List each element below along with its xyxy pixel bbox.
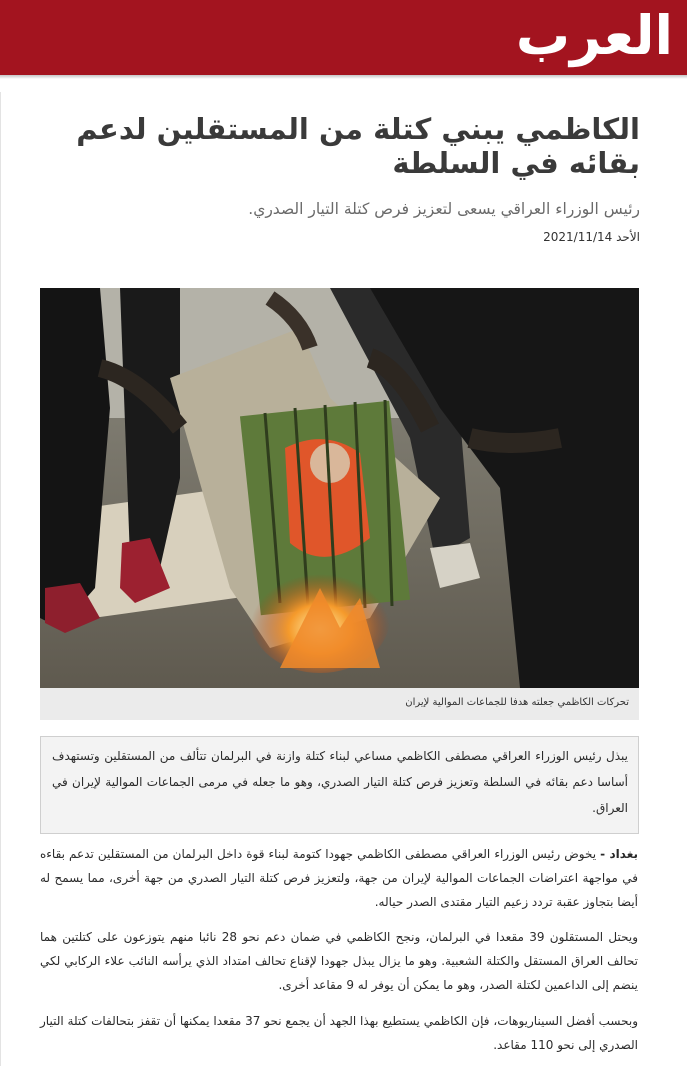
photo-illustration bbox=[40, 288, 639, 688]
image-caption-bar bbox=[40, 688, 639, 720]
image-caption: تحركات الكاظمي جعلته هدفا للجماعات الموالية لإيران bbox=[405, 697, 629, 708]
article-subtitle: رئيس الوزراء العراقي يسعى لتعزيز فرص كتلة التيار الصدري. bbox=[248, 200, 640, 218]
left-divider bbox=[0, 92, 1, 1066]
dateline: بغداد - bbox=[600, 847, 638, 861]
paragraph-1-text: يخوض رئيس الوزراء العراقي مصطفى الكاظمي جهودا كتومة لبناء قوة داخل البرلمان من المستقلين تدعم بقاءه في مواجهة اعتراضات الجماعات الموالية لإيران من جهة، ولتعزيز فرص كتلة التيار الصدري من جهة أخرى، مما يسمح له أيضا بتجاوز عقبة تردد زعيم التيار مقتدى الصدر حياله. bbox=[40, 847, 638, 909]
article-title: الكاظمي يبني كتلة من المستقلين لدعم بقائه في السلطة bbox=[76, 112, 640, 180]
site-logo[interactable]: العرب bbox=[515, 4, 673, 67]
header-shadow bbox=[0, 75, 687, 79]
article-photo bbox=[40, 288, 639, 688]
article-summary-box bbox=[40, 736, 639, 834]
article-paragraph-2: ويحتل المستقلون 39 مقعدا في البرلمان، ونجح الكاظمي في ضمان دعم نحو 28 نائبا منهم يتوزعون على كتلتين هما تحالف العراق المستقل والكتلة الشعبية. وهو ما يزال يبذل جهودا لإقناع تحالف امتداد الذي يرأسه النائب علاء الركابي لكي ينضم إلى الداعمين لكتلة الصدر، وهو ما يمكن أن يوفر له 9 مقاعد أخرى. bbox=[40, 930, 638, 992]
article-summary: يبذل رئيس الوزراء العراقي مصطفى الكاظمي مساعي لبناء كتلة وازنة في البرلمان تتألف من المستقلين وتستهدف أساسا دعم بقائه في السلطة وتعزيز فرص كتلة التيار الصدري، وهو ما جعله في مرمى الجماعات الموالية لإيران في العراق. bbox=[52, 749, 628, 815]
article-paragraph-3: وبحسب أفضل السيناريوهات، فإن الكاظمي يستطيع بهذا الجهد أن يجمع نحو 37 مقعدا يمكنها أن تقفز بتحالفات كتلة التيار الصدري إلى نحو 110 مقاعد. bbox=[40, 1014, 638, 1052]
article-date: الأحد 2021/11/14 bbox=[543, 230, 640, 244]
site-header bbox=[0, 0, 687, 75]
article-paragraph-1 bbox=[40, 842, 638, 914]
